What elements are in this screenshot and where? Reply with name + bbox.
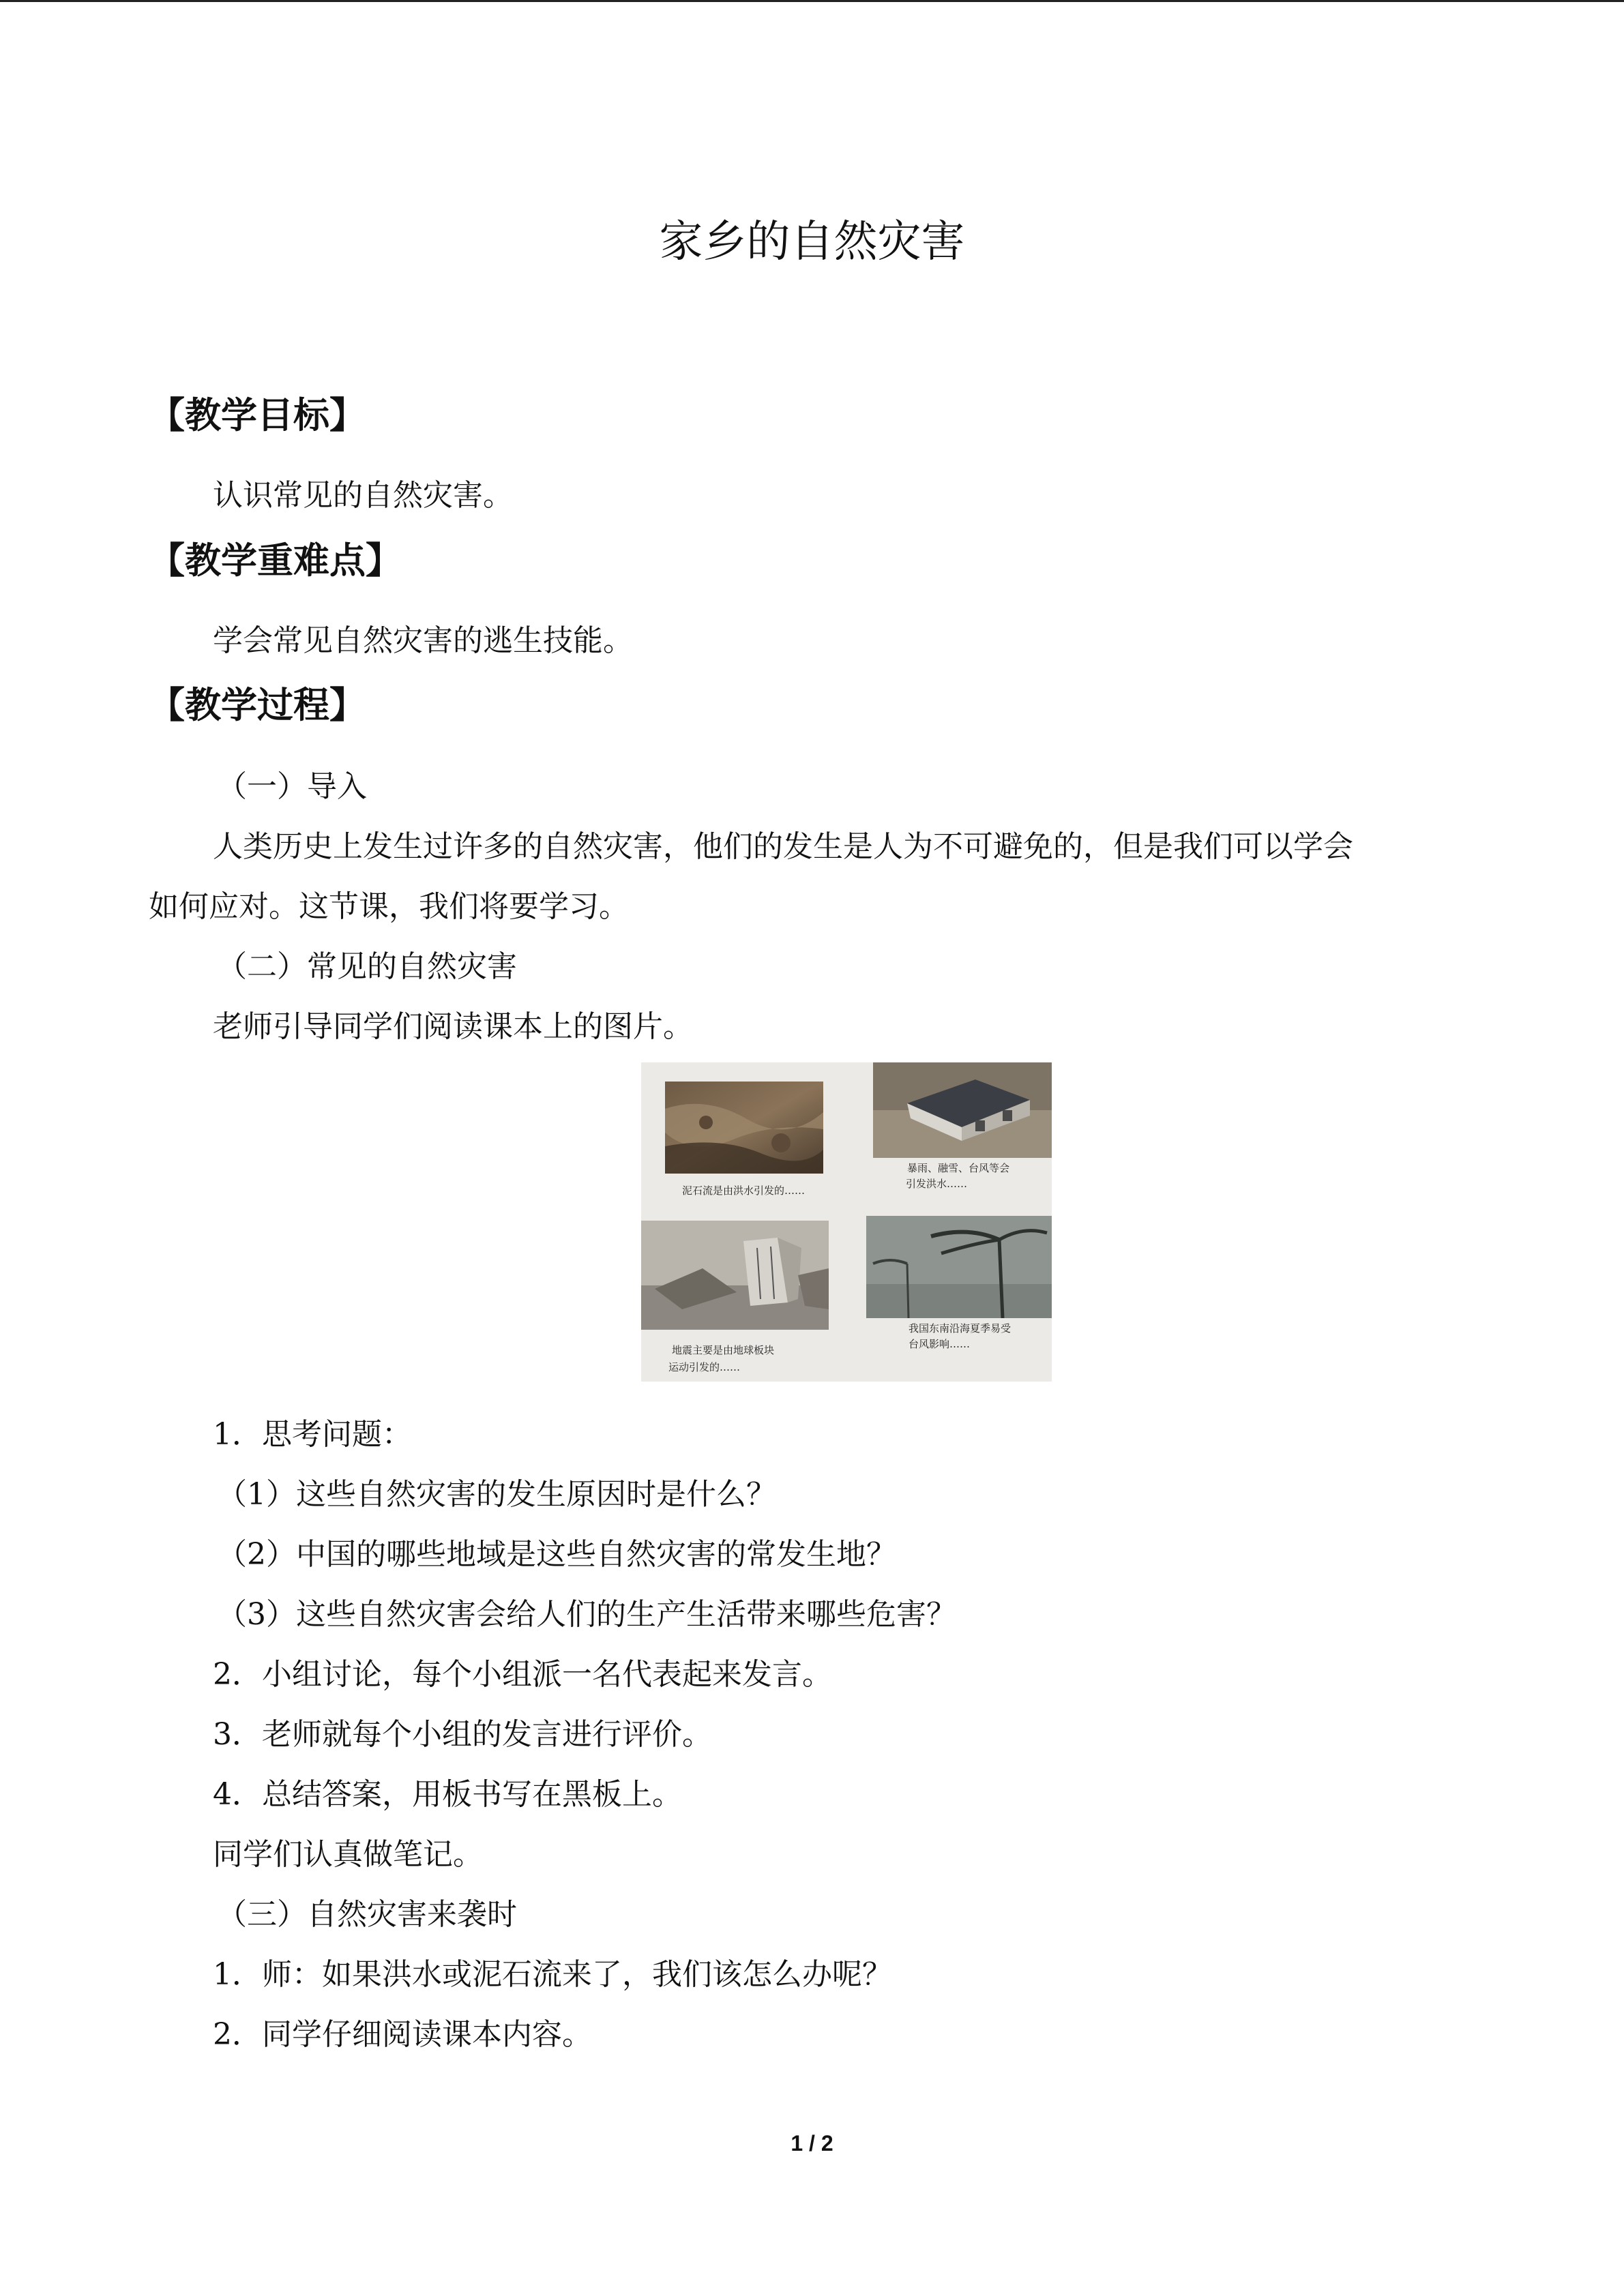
flood-photo	[873, 1062, 1052, 1158]
heading-objective: 【教学目标】	[149, 395, 366, 436]
heading-keypoint: 【教学重难点】	[149, 540, 402, 582]
caption-typhoon-line2: 台风影响……	[909, 1338, 971, 1350]
question-heading: 1．思考问题：	[213, 1417, 412, 1452]
caption-typhoon-line1: 我国东南沿海夏季易受	[909, 1322, 1012, 1335]
earthquake-photo	[641, 1221, 829, 1330]
step3-title: （三）自然灾害来袭时	[217, 1897, 517, 1932]
question-1: （1）这些自然灾害的发生原因时是什么？	[217, 1477, 776, 1512]
caption-flood-line2: 引发洪水……	[906, 1178, 968, 1190]
step2-title: （二）常见的自然灾害	[217, 949, 517, 984]
step3-item-1: 1．师：如果洪水或泥石流来了，我们该怎么办呢？	[213, 1957, 892, 1992]
keypoint-text: 学会常见自然灾害的逃生技能。	[213, 623, 633, 658]
page-number: 1 / 2	[791, 2131, 833, 2156]
step3-item-2: 2．同学仔细阅读课本内容。	[213, 2017, 592, 2052]
mudslide-photo	[665, 1082, 823, 1174]
step2-item-4: 4．总结答案，用板书写在黑板上。	[213, 1777, 682, 1812]
caption-flood-line1: 暴雨、融雪、台风等会	[907, 1162, 1010, 1174]
typhoon-photo	[866, 1216, 1052, 1318]
caption-quake-line1: 地震主要是由地球板块	[672, 1344, 775, 1356]
step1-title: （一）导入	[217, 769, 367, 804]
notes-text: 同学们认真做笔记。	[213, 1837, 483, 1872]
step2-intro: 老师引导同学们阅读课本上的图片。	[213, 1009, 693, 1044]
caption-mudslide: 泥石流是由洪水引发的……	[682, 1184, 806, 1197]
step2-item-2: 2．小组讨论，每个小组派一名代表起来发言。	[213, 1657, 832, 1692]
step1-line1: 人类历史上发生过许多的自然灾害，他们的发生是人为不可避免的，但是我们可以学会	[213, 829, 1353, 864]
step1-line2: 如何应对。这节课，我们将要学习。	[149, 889, 629, 924]
heading-process: 【教学过程】	[149, 685, 366, 726]
step2-item-3: 3．老师就每个小组的发言进行评价。	[213, 1717, 712, 1752]
disaster-photo-collage	[641, 1062, 1052, 1382]
question-2: （2）中国的哪些地域是这些自然灾害的常发生地？	[217, 1537, 896, 1572]
page-top-border	[0, 0, 1624, 2]
objective-text: 认识常见的自然灾害。	[213, 478, 513, 513]
question-3: （3）这些自然灾害会给人们的生产生活带来哪些危害？	[217, 1597, 956, 1632]
caption-quake-line2: 运动引发的……	[668, 1361, 741, 1373]
document-title: 家乡的自然灾害	[659, 217, 965, 267]
